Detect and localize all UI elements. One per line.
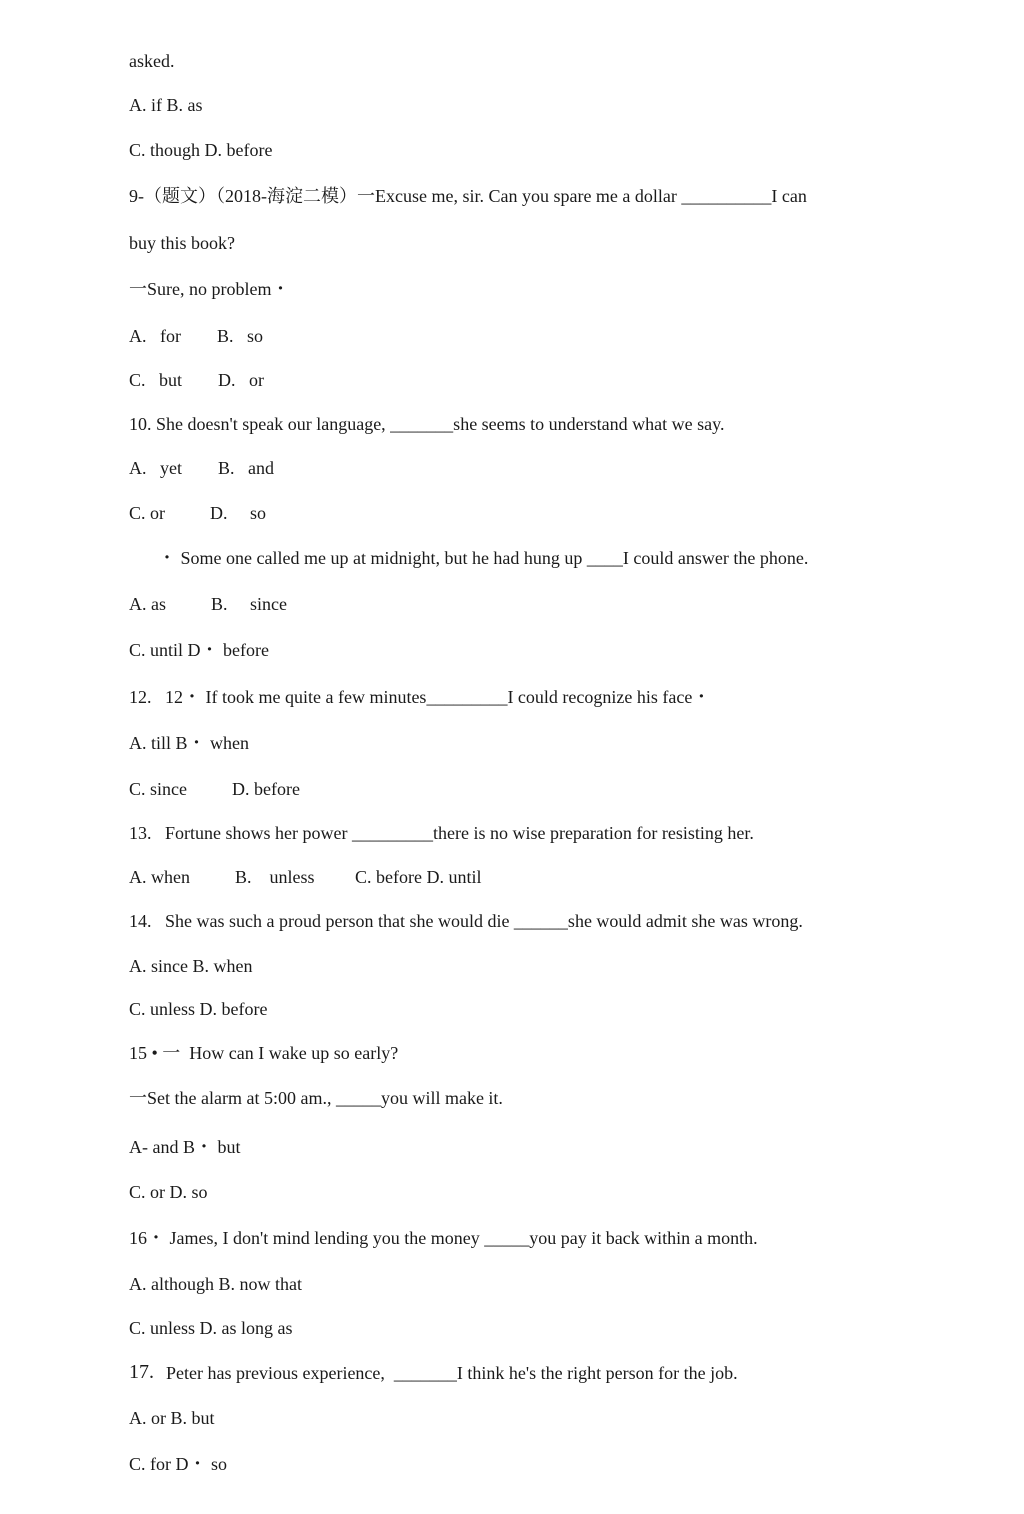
q8-options-cd: C. though D. before [129,140,273,160]
q10-options-ab: A. yet B. and [129,458,274,478]
q11-options-ab: A. as B. since [129,594,287,614]
text-line-asked: asked. [129,51,175,71]
q16-options-cd: C. unless D. as long as [129,1318,293,1338]
q16-options-ab: A. although B. now that [129,1274,302,1294]
q13-options: A. when B. unless C. before D. until [129,867,482,887]
q12-options-cd: C. since D. before [129,779,300,799]
q16-stem: 16・ James, I don't mind lending you the money _____you pay it back within a month. [129,1228,758,1248]
q14-options-cd: C. unless D. before [129,999,268,1019]
q12-options-ab: A. till B・ when [129,733,249,753]
q17-options-cd: C. for D・ so [129,1454,227,1474]
q15-options-cd: C. or D. so [129,1182,208,1202]
q9-stem-line1: 9-（题文）（2018-海淀二模）一Excuse me, sir. Can you spare me a dollar __________I can [129,186,807,206]
q15-options-ab: A- and B・ but [129,1137,241,1157]
q11-options-cd: C. until D・ before [129,640,269,660]
q9-reply: 一Sure, no problem・ [129,279,290,299]
q9-stem-line2: buy this book? [129,233,235,253]
q15-reply: 一Set the alarm at 5:00 am., _____you will make it. [129,1088,503,1108]
q13-stem: 13. Fortune shows her power _________there is no wise preparation for resisting her. [129,823,754,843]
q11-stem: ・ Some one called me up at midnight, but he had hung up ____I could answer the phone. [158,548,809,568]
q17-number: 17. [129,1361,154,1383]
q8-options-ab: A. if B. as [129,95,203,115]
q15-stem: 15 • 一 How can I wake up so early? [129,1043,399,1063]
q17-options-ab: A. or B. but [129,1408,215,1428]
q10-options-cd: C. or D. so [129,503,267,523]
q17-stem: Peter has previous experience, _______I think he's the right person for the job. [166,1363,738,1383]
q14-stem: 14. She was such a proud person that she would die ______she would admit she was wrong. [129,911,803,931]
q10-stem: 10. She doesn't speak our language, _______she seems to understand what we say. [129,414,725,434]
q12-stem: 12. 12・ If took me quite a few minutes_________I could recognize his face・ [129,687,711,707]
q9-options-cd: C. but D. or [129,370,264,390]
q14-options-ab: A. since B. when [129,956,253,976]
q9-options-ab: A. for B. so [129,326,263,346]
